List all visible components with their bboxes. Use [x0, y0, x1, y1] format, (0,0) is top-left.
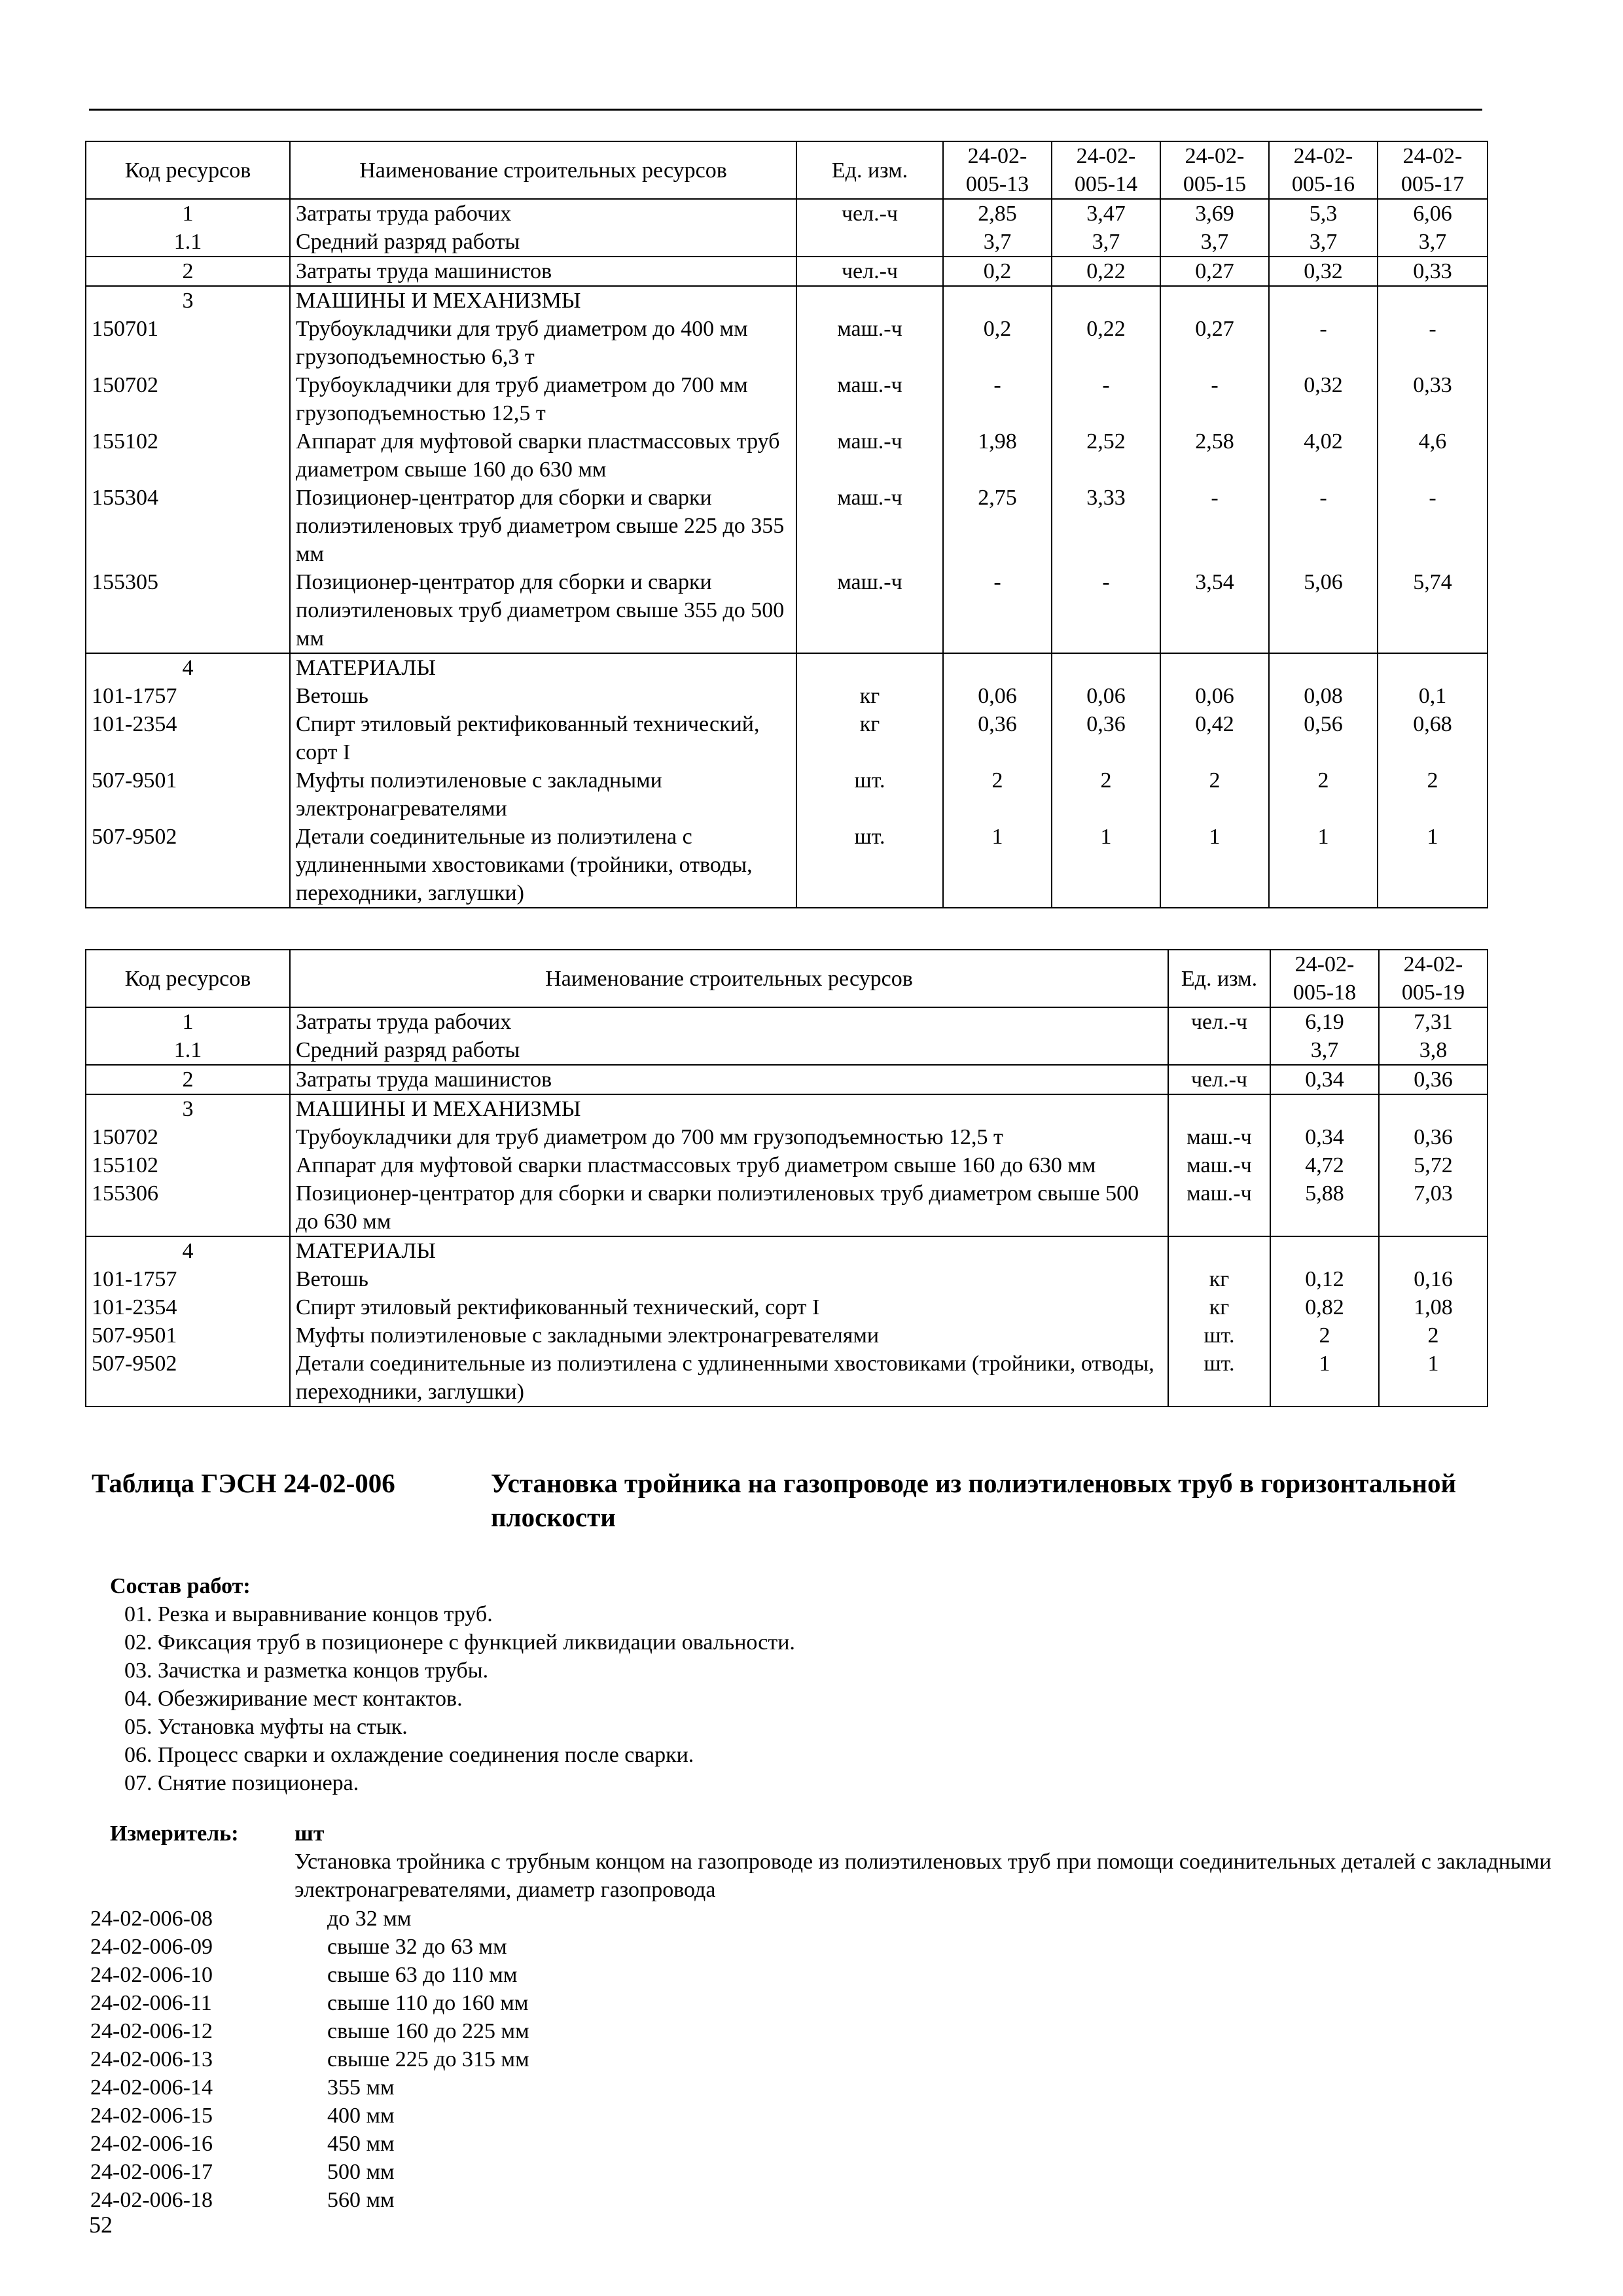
- resource-unit: маш.-ч: [796, 315, 943, 371]
- resource-name: Позиционер-центратор для сборки и сварки полиэтиленовых труб диаметром свыше 355 до 500 мм: [290, 568, 796, 653]
- measure-label: Измеритель:: [110, 1821, 239, 1846]
- norm-code: 24-02-006-13: [90, 2047, 213, 2072]
- resource-value: 5,3: [1269, 199, 1378, 228]
- resource-value: -: [1052, 568, 1160, 653]
- resource-value: 0,1: [1378, 682, 1488, 710]
- resource-value: 4,72: [1270, 1151, 1379, 1179]
- resource-name: Средний разряд работы: [290, 1036, 1168, 1065]
- table-section-row: [86, 286, 1488, 315]
- table-row: [86, 1350, 1488, 1407]
- section-title: МАШИНЫ И МЕХАНИЗМЫ: [290, 1094, 1168, 1123]
- work-item: 07. Снятие позиционера.: [124, 1771, 359, 1795]
- resource-value: 0,42: [1160, 710, 1269, 766]
- table-row: [86, 1151, 1488, 1179]
- table-row: [86, 1065, 1488, 1094]
- resource-unit: шт.: [1168, 1350, 1270, 1407]
- resource-unit: шт.: [796, 766, 943, 823]
- resource-value: 2: [1378, 766, 1488, 823]
- resource-code: 1.1: [86, 1036, 290, 1065]
- resource-unit: кг: [1168, 1265, 1270, 1293]
- list-item: [90, 2102, 876, 2130]
- norm-code: 24-02-006-12: [90, 2019, 213, 2043]
- resource-value: -: [943, 568, 1052, 653]
- table-header-row: [86, 950, 1488, 1007]
- col-header-norm: 24-02-005-13: [943, 141, 1052, 199]
- table-row: [86, 1007, 1488, 1036]
- norm-diameter: 355 мм: [327, 2075, 395, 2100]
- resource-value: 0,22: [1052, 315, 1160, 371]
- resource-value: 3,7: [1270, 1036, 1379, 1065]
- resource-value: 0,34: [1270, 1065, 1379, 1094]
- col-header-norm: 24-02-005-19: [1379, 950, 1488, 1007]
- resource-code: 507-9502: [86, 823, 290, 908]
- resource-value: 0,33: [1378, 371, 1488, 427]
- table-row: [86, 484, 1488, 568]
- resource-code: 2: [86, 257, 290, 286]
- resource-value: 0,12: [1270, 1265, 1379, 1293]
- resource-value: 0,27: [1160, 257, 1269, 286]
- resource-unit: маш.-ч: [796, 371, 943, 427]
- resource-unit: кг: [796, 710, 943, 766]
- resource-unit: маш.-ч: [796, 568, 943, 653]
- resource-value: 3,7: [1269, 228, 1378, 257]
- resource-value: 0,32: [1269, 257, 1378, 286]
- resource-value: 1: [943, 823, 1052, 908]
- resource-value: 1: [1052, 823, 1160, 908]
- norm-code: 24-02-006-08: [90, 1907, 213, 1931]
- resource-unit: [796, 228, 943, 257]
- resource-value: 3,7: [943, 228, 1052, 257]
- resource-code: 507-9502: [86, 1350, 290, 1407]
- table-row: [86, 257, 1488, 286]
- resource-value: 0,68: [1378, 710, 1488, 766]
- table-row: [86, 710, 1488, 766]
- norm-code: 24-02-006-16: [90, 2132, 213, 2156]
- resource-value: 0,16: [1379, 1265, 1488, 1293]
- resource-name: Ветошь: [290, 682, 796, 710]
- resource-value: 1: [1270, 1350, 1379, 1407]
- resource-unit: шт.: [1168, 1321, 1270, 1350]
- resource-unit: [1168, 1036, 1270, 1065]
- norm-code: 24-02-006-14: [90, 2075, 213, 2100]
- col-header-norm: 24-02-005-17: [1378, 141, 1488, 199]
- work-item: 06. Процесс сварки и охлаждение соединения после сварки.: [124, 1743, 694, 1767]
- resource-value: 3,69: [1160, 199, 1269, 228]
- resource-value: 7,31: [1379, 1007, 1488, 1036]
- resource-unit: кг: [1168, 1293, 1270, 1321]
- resource-value: 3,33: [1052, 484, 1160, 568]
- col-header-norm: 24-02-005-14: [1052, 141, 1160, 199]
- norm-diameter: свыше 110 до 160 мм: [327, 1991, 529, 2015]
- col-header-norm: 24-02-005-18: [1270, 950, 1379, 1007]
- section-code: 3: [86, 1094, 290, 1123]
- resource-value: 4,02: [1269, 427, 1378, 484]
- resource-code: 155304: [86, 484, 290, 568]
- resource-code: 1: [86, 199, 290, 228]
- resource-name: Трубоукладчики для труб диаметром до 400 мм грузоподъемностью 6,3 т: [290, 315, 796, 371]
- resource-name: Средний разряд работы: [290, 228, 796, 257]
- resource-value: 0,22: [1052, 257, 1160, 286]
- norm-code: 24-02-006-09: [90, 1935, 213, 1959]
- resource-code: 155305: [86, 568, 290, 653]
- resource-code: 2: [86, 1065, 290, 1094]
- resource-value: 6,19: [1270, 1007, 1379, 1036]
- list-item: [90, 1933, 876, 1961]
- resource-name: Затраты труда рабочих: [290, 1007, 1168, 1036]
- resource-value: 0,33: [1378, 257, 1488, 286]
- resource-value: 5,06: [1269, 568, 1378, 653]
- resource-code: 1.1: [86, 228, 290, 257]
- resource-unit: кг: [796, 682, 943, 710]
- resource-name: Спирт этиловый ректификованный технический, сорт I: [290, 710, 796, 766]
- resource-unit: шт.: [796, 823, 943, 908]
- resource-value: 2,52: [1052, 427, 1160, 484]
- table-section-row: [86, 1236, 1488, 1265]
- resource-name: Ветошь: [290, 1265, 1168, 1293]
- list-item: [90, 2186, 876, 2214]
- resource-value: 0,56: [1269, 710, 1378, 766]
- col-header-unit: Ед. изм.: [796, 141, 943, 199]
- resource-code: 150702: [86, 371, 290, 427]
- resource-value: 2: [1270, 1321, 1379, 1350]
- table-header-row: [86, 141, 1488, 199]
- resource-value: -: [1052, 371, 1160, 427]
- resource-value: 2: [1379, 1321, 1488, 1350]
- resource-unit: маш.-ч: [1168, 1179, 1270, 1236]
- resource-value: 5,88: [1270, 1179, 1379, 1236]
- resource-value: -: [1160, 484, 1269, 568]
- resource-code: 155306: [86, 1179, 290, 1236]
- table-row: [86, 766, 1488, 823]
- resource-code: 101-1757: [86, 1265, 290, 1293]
- section-code: 4: [86, 653, 290, 682]
- table-row: [86, 1321, 1488, 1350]
- resource-unit: маш.-ч: [1168, 1151, 1270, 1179]
- resource-code: 155102: [86, 427, 290, 484]
- resource-code: 1: [86, 1007, 290, 1036]
- table-section-row: [86, 1094, 1488, 1123]
- resource-value: 2: [1269, 766, 1378, 823]
- resource-value: 0,2: [943, 315, 1052, 371]
- resource-value: 3,47: [1052, 199, 1160, 228]
- section-code: 4: [86, 1236, 290, 1265]
- list-item: [90, 2045, 876, 2073]
- resource-value: 1,98: [943, 427, 1052, 484]
- work-item: 05. Установка муфты на стык.: [124, 1715, 408, 1739]
- resource-value: 5,74: [1378, 568, 1488, 653]
- resource-unit: маш.-ч: [796, 427, 943, 484]
- resource-value: 2: [1160, 766, 1269, 823]
- resource-value: 3,8: [1379, 1036, 1488, 1065]
- resource-name: Позиционер-центратор для сборки и сварки полиэтиленовых труб диаметром свыше 225 до 355 мм: [290, 484, 796, 568]
- resource-value: 5,72: [1379, 1151, 1488, 1179]
- section-title: МАШИНЫ И МЕХАНИЗМЫ: [290, 286, 796, 315]
- resource-unit: маш.-ч: [796, 484, 943, 568]
- measure-description: Установка тройника с трубным концом на газопроводе из полиэтиленовых труб при помощи соединительных деталей с закладными электронагревателями, диаметр газопровода: [294, 1850, 1552, 1902]
- resource-name: Детали соединительные из полиэтилена с удлиненными хвостовиками (тройники, отводы, переходники, заглушки): [290, 823, 796, 908]
- resource-value: 4,6: [1378, 427, 1488, 484]
- work-item: 01. Резка и выравнивание концов труб.: [124, 1602, 493, 1626]
- table-row: [86, 228, 1488, 257]
- resource-value: -: [1378, 484, 1488, 568]
- resource-unit: маш.-ч: [1168, 1123, 1270, 1151]
- table-row: [86, 823, 1488, 908]
- work-item: 02. Фиксация труб в позиционере с функцией ликвидации овальности.: [124, 1630, 795, 1655]
- resource-value: 0,32: [1269, 371, 1378, 427]
- table-row: [86, 1036, 1488, 1065]
- list-item: [90, 2073, 876, 2102]
- resource-name: Детали соединительные из полиэтилена с удлиненными хвостовиками (тройники, отводы, переходники, заглушки): [290, 1350, 1168, 1407]
- resource-value: 7,03: [1379, 1179, 1488, 1236]
- resource-name: Затраты труда машинистов: [290, 1065, 1168, 1094]
- norm-diameter: до 32 мм: [327, 1907, 412, 1931]
- resource-value: 2,75: [943, 484, 1052, 568]
- resource-value: 2,85: [943, 199, 1052, 228]
- list-item: [90, 2158, 876, 2186]
- resource-name: Затраты труда машинистов: [290, 257, 796, 286]
- resource-value: -: [1269, 484, 1378, 568]
- resource-name: Позиционер-центратор для сборки и сварки полиэтиленовых труб диаметром свыше 500 до 630 мм: [290, 1179, 1168, 1236]
- page-number: 52: [89, 2212, 113, 2238]
- resource-value: 3,7: [1160, 228, 1269, 257]
- resource-name: Спирт этиловый ректификованный технический, сорт I: [290, 1293, 1168, 1321]
- resource-value: 1,08: [1379, 1293, 1488, 1321]
- resource-value: 3,7: [1378, 228, 1488, 257]
- resource-value: -: [943, 371, 1052, 427]
- list-item: [90, 1961, 876, 1989]
- resource-value: -: [1269, 315, 1378, 371]
- resource-value: 3,7: [1052, 228, 1160, 257]
- col-header-norm: 24-02-005-15: [1160, 141, 1269, 199]
- resource-value: 0,06: [1052, 682, 1160, 710]
- list-item: [90, 2017, 876, 2045]
- norm-diameter: свыше 63 до 110 мм: [327, 1963, 518, 1987]
- norm-diameter: свыше 32 до 63 мм: [327, 1935, 507, 1959]
- measure-unit: шт: [294, 1821, 325, 1846]
- section-title: МАТЕРИАЛЫ: [290, 1236, 1168, 1265]
- resource-value: -: [1378, 315, 1488, 371]
- resource-value: 2: [943, 766, 1052, 823]
- table-title: Установка тройника на газопроводе из полиэтиленовых труб в горизонтальной плоскости: [491, 1468, 1457, 1532]
- norm-diameter: свыше 160 до 225 мм: [327, 2019, 529, 2043]
- norm-code: 24-02-006-11: [90, 1991, 212, 2015]
- resources-table-1: [85, 141, 1488, 908]
- resource-unit: чел.-ч: [1168, 1065, 1270, 1094]
- table-row: [86, 1179, 1488, 1236]
- resources-table-2: [85, 949, 1488, 1407]
- resource-value: 3,54: [1160, 568, 1269, 653]
- norm-code: 24-02-006-17: [90, 2160, 213, 2184]
- resource-value: 6,06: [1378, 199, 1488, 228]
- resource-code: 101-2354: [86, 710, 290, 766]
- list-item: [90, 1905, 876, 1933]
- table-row: [86, 568, 1488, 653]
- col-header-unit: Ед. изм.: [1168, 950, 1270, 1007]
- resource-value: 0,06: [1160, 682, 1269, 710]
- resource-unit: чел.-ч: [1168, 1007, 1270, 1036]
- resource-unit: чел.-ч: [796, 257, 943, 286]
- col-header-code: Код ресурсов: [86, 141, 290, 199]
- resource-unit: чел.-ч: [796, 199, 943, 228]
- works-composition: [110, 1572, 795, 1797]
- section-code: 3: [86, 286, 290, 315]
- resource-code: 507-9501: [86, 766, 290, 823]
- resource-value: 0,2: [943, 257, 1052, 286]
- norm-code: 24-02-006-18: [90, 2188, 213, 2212]
- list-item: [90, 1989, 876, 2017]
- table-section-row: [86, 653, 1488, 682]
- resource-value: 1: [1160, 823, 1269, 908]
- table-row: [86, 427, 1488, 484]
- work-item: 03. Зачистка и разметка концов трубы.: [124, 1659, 489, 1683]
- norm-codes-list: [90, 1905, 876, 2214]
- col-header-code: Код ресурсов: [86, 950, 290, 1007]
- top-rule: [89, 109, 1482, 111]
- resource-code: 150702: [86, 1123, 290, 1151]
- work-item: 04. Обезжиривание мест контактов.: [124, 1687, 463, 1711]
- col-header-norm: 24-02-005-16: [1269, 141, 1378, 199]
- resource-value: 2: [1052, 766, 1160, 823]
- resource-value: 0,82: [1270, 1293, 1379, 1321]
- table-row: [86, 199, 1488, 228]
- section-title: МАТЕРИАЛЫ: [290, 653, 796, 682]
- norm-code: 24-02-006-15: [90, 2104, 213, 2128]
- resource-name: Трубоукладчики для труб диаметром до 700 мм грузоподъемностью 12,5 т: [290, 371, 796, 427]
- table-row: [86, 315, 1488, 371]
- table-row: [86, 682, 1488, 710]
- norm-diameter: 560 мм: [327, 2188, 395, 2212]
- resource-value: 1: [1378, 823, 1488, 908]
- table-number: Таблица ГЭСН 24-02-006: [92, 1468, 395, 1498]
- norm-diameter: 400 мм: [327, 2104, 395, 2128]
- resource-code: 155102: [86, 1151, 290, 1179]
- norm-diameter: свыше 225 до 315 мм: [327, 2047, 529, 2072]
- norm-diameter: 500 мм: [327, 2160, 395, 2184]
- resource-name: Аппарат для муфтовой сварки пластмассовых труб диаметром свыше 160 до 630 мм: [290, 427, 796, 484]
- resource-value: 0,36: [1379, 1123, 1488, 1151]
- table-row: [86, 1293, 1488, 1321]
- table-row: [86, 371, 1488, 427]
- norm-code: 24-02-006-10: [90, 1963, 213, 1987]
- resource-value: 0,06: [943, 682, 1052, 710]
- resource-value: 2,58: [1160, 427, 1269, 484]
- resource-name: Аппарат для муфтовой сварки пластмассовых труб диаметром свыше 160 до 630 мм: [290, 1151, 1168, 1179]
- table-row: [86, 1265, 1488, 1293]
- resource-value: 1: [1379, 1350, 1488, 1407]
- col-header-name: Наименование строительных ресурсов: [290, 141, 796, 199]
- resource-value: 0,27: [1160, 315, 1269, 371]
- resource-value: 0,08: [1269, 682, 1378, 710]
- resource-code: 150701: [86, 315, 290, 371]
- resource-name: Муфты полиэтиленовые с закладными электронагревателями: [290, 766, 796, 823]
- resource-name: Муфты полиэтиленовые с закладными электронагревателями: [290, 1321, 1168, 1350]
- resource-value: 0,36: [1052, 710, 1160, 766]
- resource-code: 101-1757: [86, 682, 290, 710]
- resource-value: 0,36: [943, 710, 1052, 766]
- resource-value: 0,36: [1379, 1065, 1488, 1094]
- list-item: [90, 2130, 876, 2158]
- resource-code: 507-9501: [86, 1321, 290, 1350]
- resource-value: 0,34: [1270, 1123, 1379, 1151]
- resource-value: 1: [1269, 823, 1378, 908]
- resource-code: 101-2354: [86, 1293, 290, 1321]
- resource-value: -: [1160, 371, 1269, 427]
- resource-name: Трубоукладчики для труб диаметром до 700 мм грузоподъемностью 12,5 т: [290, 1123, 1168, 1151]
- col-header-name: Наименование строительных ресурсов: [290, 950, 1168, 1007]
- resource-name: Затраты труда рабочих: [290, 199, 796, 228]
- norm-diameter: 450 мм: [327, 2132, 395, 2156]
- works-title: Состав работ:: [110, 1574, 251, 1598]
- table-row: [86, 1123, 1488, 1151]
